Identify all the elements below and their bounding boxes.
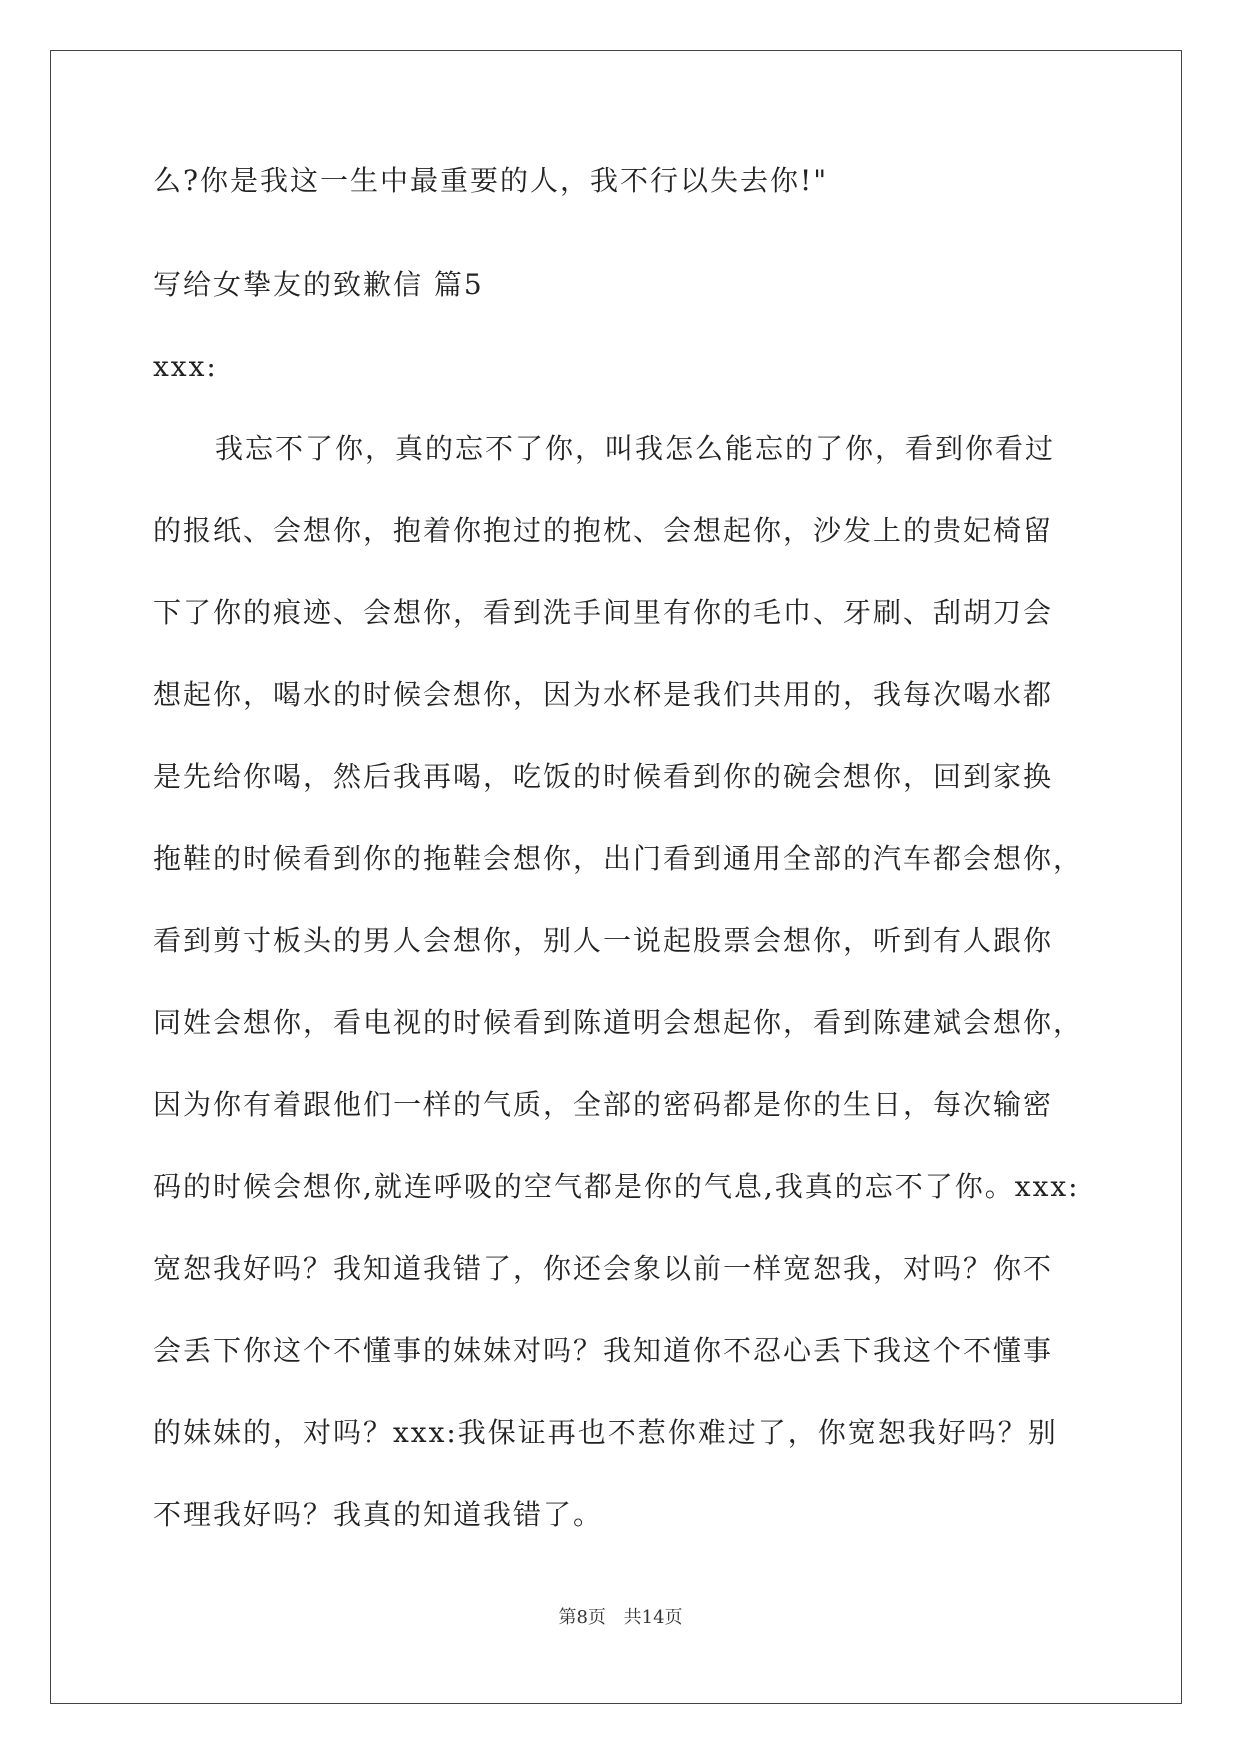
page-footer (0, 1603, 1241, 1629)
document-body (153, 162, 1088, 1556)
text-line: 不理我好吗？我真的知道我错了。 (153, 1498, 604, 1531)
text-line: 是先给你喝，然后我再喝，吃饭的时候看到你的碗会想你，回到家换 (153, 760, 1054, 793)
text-line: 我忘不了你，真的忘不了你，叫我怎么能忘的了你，看到你看过 (215, 432, 1056, 465)
text-line: 码的时候会想你,就连呼吸的空气都是你的气息,我真的忘不了你。xxx: (153, 1170, 1080, 1203)
text-line: 拖鞋的时候看到你的拖鞋会想你，出门看到通用全部的汽车都会想你， (153, 842, 1084, 875)
text-line: 下了你的痕迹、会想你，看到洗手间里有你的毛巾、牙刷、刮胡刀会 (153, 596, 1054, 629)
section-title: 写给女挚友的致歉信 篇5 (153, 268, 484, 301)
text-line: 会丢下你这个不懂事的妹妹对吗？我知道你不忍心丢下我这个不懂事 (153, 1334, 1054, 1367)
text-line: 因为你有着跟他们一样的气质，全部的密码都是你的生日，每次输密 (153, 1088, 1054, 1121)
text-line: 宽恕我好吗？我知道我错了，你还会象以前一样宽恕我，对吗？你不 (153, 1252, 1054, 1285)
salutation: xxx: (153, 350, 218, 383)
text-line: 的报纸、会想你，抱着你抱过的抱枕、会想起你，沙发上的贵妃椅留 (153, 514, 1054, 547)
text-line: 想起你，喝水的时候会想你，因为水杯是我们共用的，我每次喝水都 (153, 678, 1054, 711)
page-number: 第8页 (558, 1607, 606, 1628)
text-line: 的妹妹的，对吗？xxx:我保证再也不惹你难过了，你宽恕我好吗？别 (153, 1416, 1058, 1449)
text-line: 同姓会想你，看电视的时候看到陈道明会想起你，看到陈建斌会想你， (153, 1006, 1084, 1039)
page-total: 共14页 (623, 1607, 683, 1628)
text-line: 么?你是我这一生中最重要的人，我不行以失去你!" (153, 164, 829, 197)
text-line: 看到剪寸板头的男人会想你，别人一说起股票会想你，听到有人跟你 (153, 924, 1054, 957)
